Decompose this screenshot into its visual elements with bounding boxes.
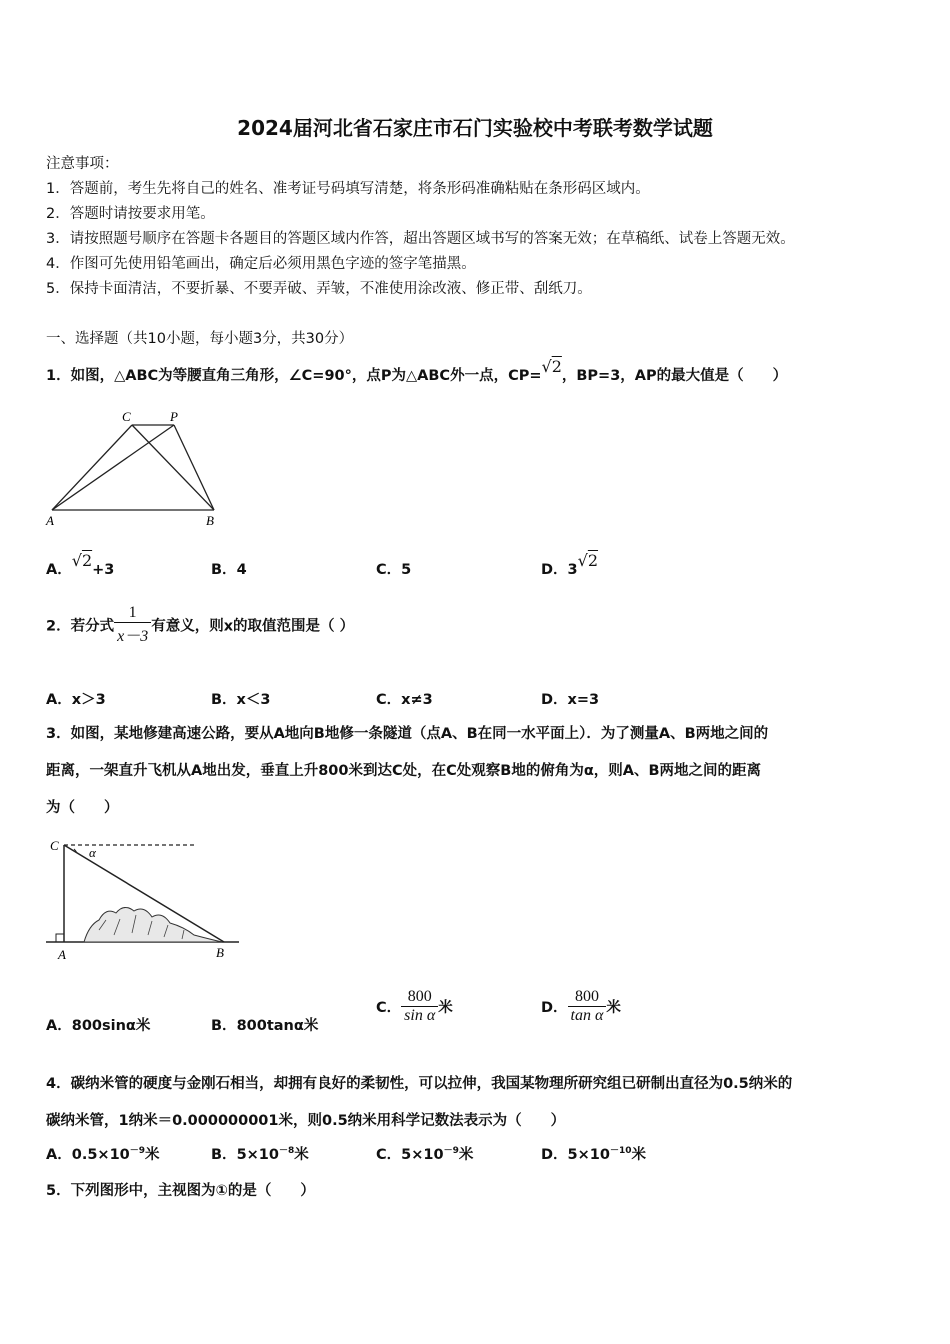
q3-label-alpha: α bbox=[89, 845, 96, 860]
page-title: 2024届河北省石家庄市石门实验校中考联考数学试题 bbox=[237, 116, 713, 140]
notice-item-4: 4．作图可先使用铅笔画出，确定后必须用黑色字迹的签字笔描黑。 bbox=[46, 256, 476, 272]
q3-option-d[interactable]: D． $\frac{800}{\text{tan α}}$ 米 bbox=[541, 988, 621, 1024]
question-1 bbox=[46, 357, 788, 385]
q1-text-a: 1．如图，△ABC为等腰直角三角形，∠C=90°，点P为△ABC外一点，CP= bbox=[46, 368, 542, 384]
q4-option-a[interactable]: A．$0.5\times 10^{-9}$米 bbox=[46, 1146, 160, 1163]
q3-option-a[interactable]: A．800sinα米 bbox=[46, 1018, 151, 1034]
q1-sqrt: √2 bbox=[541, 357, 562, 376]
notice-item-1: 1．答题前，考生先将自己的姓名、准考证号码填写清楚，将条形码准确粘贴在条形码区域内。 bbox=[46, 181, 650, 197]
q1-option-a[interactable]: A．√2+3 bbox=[46, 551, 115, 578]
section-heading: 一、选择题（共10小题，每小题3分，共30分） bbox=[46, 331, 354, 347]
notice-item-2: 2．答题时请按要求用笔。 bbox=[46, 206, 215, 222]
q1-option-d[interactable]: D．3√2 bbox=[541, 551, 599, 578]
q3-label-a: A bbox=[58, 947, 66, 962]
question-4-line-2: 碳纳米管，1纳米＝0.000000001米，则0.5纳米用科学记数法表示为（ ） bbox=[46, 1113, 566, 1129]
q4-option-c[interactable]: C．$5\times 10^{-9}$米 bbox=[376, 1146, 474, 1163]
q2-option-d[interactable]: D．x=3 bbox=[541, 692, 600, 708]
notice-item-3: 3．请按照题号顺序在答题卡各题目的答题区域内作答，超出答题区域书写的答案无效；在草稿纸、试卷上答题无效。 bbox=[46, 231, 795, 247]
question-4-line-1: 4．碳纳米管的硬度与金刚石相当，却拥有良好的柔韧性，可以拉伸，我国某物理所研究组已研制出直径为0.5纳米的 bbox=[46, 1076, 793, 1092]
q1-option-b[interactable]: B．4 bbox=[211, 562, 247, 578]
q1-option-c[interactable]: C．5 bbox=[376, 562, 412, 578]
notice-heading: 注意事项： bbox=[46, 156, 119, 172]
question-2: 2．若分式 $\frac{1}{x-3}$ 有意义，则x的取值范围是（ ） bbox=[46, 604, 355, 645]
q2-option-b[interactable]: B．x＜3 bbox=[211, 692, 271, 708]
q3-option-c[interactable]: C． $\frac{800}{\text{sin α}}$ 米 bbox=[376, 988, 453, 1024]
q2-fraction: $\frac{1}{x-3}$ bbox=[114, 604, 151, 646]
q3-figure bbox=[44, 835, 244, 965]
q1-text-b: ，BP=3，AP的最大值是（ ） bbox=[561, 368, 788, 384]
question-3-line-1: 3．如图，某地修建高速公路，要从A地向B地修一条隧道（点A、B在同一水平面上）．为了测量A、B两地之间的 bbox=[46, 726, 769, 742]
q3-label-c: C bbox=[50, 838, 59, 853]
q1-label-b: B bbox=[206, 513, 214, 528]
q1-label-a: A bbox=[46, 513, 54, 528]
q2-option-a[interactable]: A．x＞3 bbox=[46, 692, 106, 708]
q2-option-c[interactable]: C．x≠3 bbox=[376, 692, 433, 708]
question-3-line-3: 为（ ） bbox=[46, 800, 119, 816]
q3-option-b[interactable]: B．800tanα米 bbox=[211, 1018, 319, 1034]
question-3-line-2: 距离，一架直升飞机从A地出发，垂直上升800米到达C处，在C处观察B地的俯角为α，则A、B两地之间的距离 bbox=[46, 763, 762, 779]
q4-option-d[interactable]: D．$5\times 10^{-10}$米 bbox=[541, 1146, 646, 1163]
question-5: 5．下列图形中，主视图为①的是（ ） bbox=[46, 1183, 315, 1199]
q4-option-b[interactable]: B．$5\times 10^{-8}$米 bbox=[211, 1146, 309, 1163]
notice-item-5: 5．保持卡面清洁，不要折暴、不要弄破、弄皱，不准使用涂改液、修正带、刮纸刀。 bbox=[46, 281, 592, 297]
q1-label-c: C bbox=[122, 409, 131, 424]
q3-label-b: B bbox=[216, 945, 224, 960]
q1-label-p: P bbox=[170, 409, 178, 424]
q1-figure bbox=[44, 405, 224, 530]
